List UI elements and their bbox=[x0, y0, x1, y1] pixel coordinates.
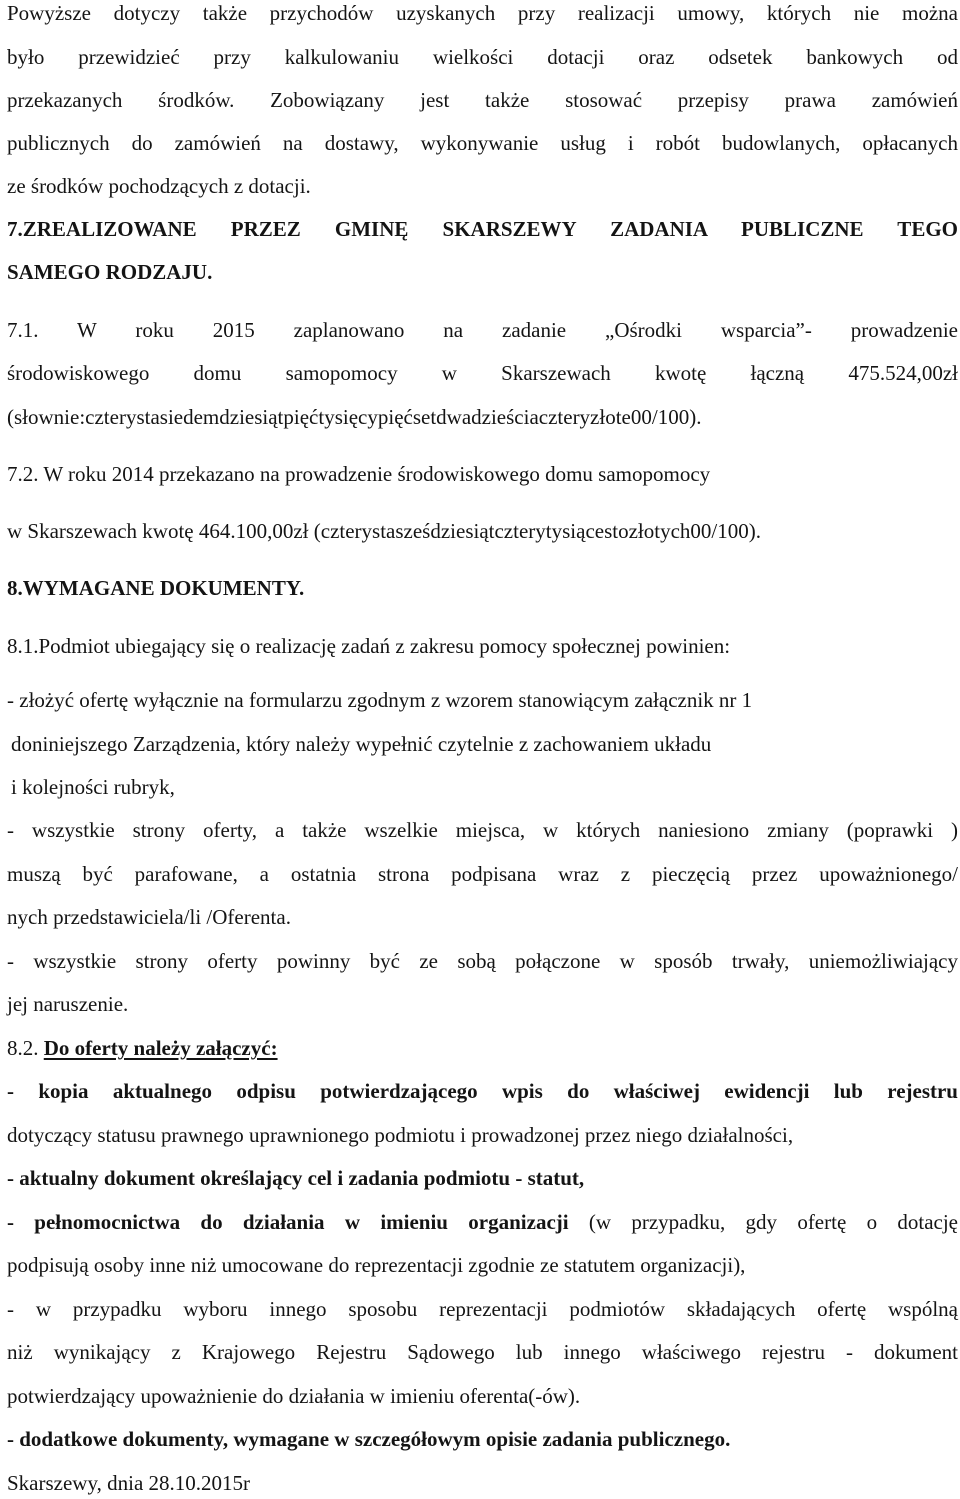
bold-phrase: - pełnomocnictwa do działania w imieniu organizacji bbox=[7, 1210, 569, 1234]
list-item-line: niż wynikający z Krajowego Rejestru Sądowego lub innego właściwego rejestru - dokument bbox=[7, 1340, 958, 1364]
paragraph-line: było przewidzieć przy kalkulowaniu wielkości dotacji oraz odsetek bankowych od bbox=[7, 45, 958, 69]
list-item-line: - wszystkie strony oferty, a także wszelkie miejsca, w których naniesiono zmiany (poprawki ) bbox=[7, 818, 958, 842]
paragraph-line: Powyższe dotyczy także przychodów uzyskanych przy realizacji umowy, których nie można bbox=[7, 1, 958, 25]
list-item-line: - wszystkie strony oferty powinny być ze sobą połączone w sposób trwały, uniemożliwiający bbox=[7, 949, 958, 973]
place-date-footer: Skarszewy, dnia 28.10.2015r bbox=[7, 1471, 251, 1495]
subsection-number: 8.2. bbox=[7, 1036, 44, 1060]
paragraph-line: w Skarszewach kwotę 464.100,00zł (czterystasześdziesiątczterytysiącestozłotych00/100). bbox=[7, 519, 761, 543]
section-heading-8: 8.WYMAGANE DOKUMENTY. bbox=[7, 576, 305, 600]
section-heading-7: 7.ZREALIZOWANE PRZEZ GMINĘ SKARSZEWY ZADANIA PUBLICZNE TEGO bbox=[7, 217, 958, 241]
paragraph-line: publicznych do zamówień na dostawy, wykonywanie usług i robót budowlanych, opłacanych bbox=[7, 131, 958, 155]
paragraph-line: 7.2. W roku 2014 przekazano na prowadzenie środowiskowego domu samopomocy bbox=[7, 462, 711, 486]
list-item-line: muszą być parafowane, a ostatnia strona podpisana wraz z pieczęcią przez upoważnionego/ bbox=[7, 862, 958, 886]
list-item-line: doniniejszego Zarządzenia, który należy wypełnić czytelnie z zachowaniem układu bbox=[11, 732, 712, 756]
paragraph-line: ze środków pochodzących z dotacji. bbox=[7, 174, 311, 198]
list-item-line: - kopia aktualnego odpisu potwierdzającego wpis do właściwej ewidencji lub rejestru bbox=[7, 1079, 958, 1103]
list-item-line bbox=[7, 1209, 958, 1235]
list-item-line: nych przedstawiciela/li /Oferenta. bbox=[7, 905, 291, 929]
paragraph-line: 8.1.Podmiot ubiegający się o realizację zadań z zakresu pomocy społecznej powinien: bbox=[7, 634, 731, 658]
list-item-line: - aktualny dokument określający cel i zadania podmiotu - statut, bbox=[7, 1166, 585, 1190]
regular-phrase: (w przypadku, gdy ofertę o dotację bbox=[568, 1210, 958, 1234]
list-item-line: potwierdzający upoważnienie do działania w imieniu oferenta(-ów). bbox=[7, 1384, 581, 1408]
list-item-line: - dodatkowe dokumenty, wymagane w szczegółowym opisie zadania publicznego. bbox=[7, 1427, 731, 1451]
paragraph-line: środowiskowego domu samopomocy w Skarszewach kwotę łączną 475.524,00zł bbox=[7, 361, 958, 385]
list-item-line: - złożyć ofertę wyłącznie na formularzu zgodnym z wzorem stanowiącym załącznik nr 1 bbox=[7, 688, 753, 712]
paragraph-line: 7.1. W roku 2015 zaplanowano na zadanie „Ośrodki wsparcia”- prowadzenie bbox=[7, 318, 958, 342]
subsection-heading-8-2 bbox=[7, 1035, 958, 1061]
subsection-title: Do oferty należy załączyć: bbox=[43, 1036, 278, 1060]
list-item-line: i kolejności rubryk, bbox=[11, 775, 175, 799]
paragraph-line: (słownie:czterystasiedemdziesiątpięćtysięcypięćsetdwadzieściaczteryzłote00/100). bbox=[7, 405, 702, 429]
list-item-line: podpisują osoby inne niż umocowane do reprezentacji zgodnie ze statutem organizacji), bbox=[7, 1253, 746, 1277]
list-item-line: - w przypadku wyboru innego sposobu reprezentacji podmiotów składających ofertę wspólną bbox=[7, 1297, 958, 1321]
list-item-line: jej naruszenie. bbox=[7, 992, 129, 1016]
paragraph-line: przekazanych środków. Zobowiązany jest także stosować przepisy prawa zamówień bbox=[7, 88, 958, 112]
section-heading-7-cont: SAMEGO RODZAJU. bbox=[7, 260, 213, 284]
list-item-line: dotyczący statusu prawnego uprawnionego podmiotu i prowadzonej przez niego działalności, bbox=[7, 1123, 794, 1147]
